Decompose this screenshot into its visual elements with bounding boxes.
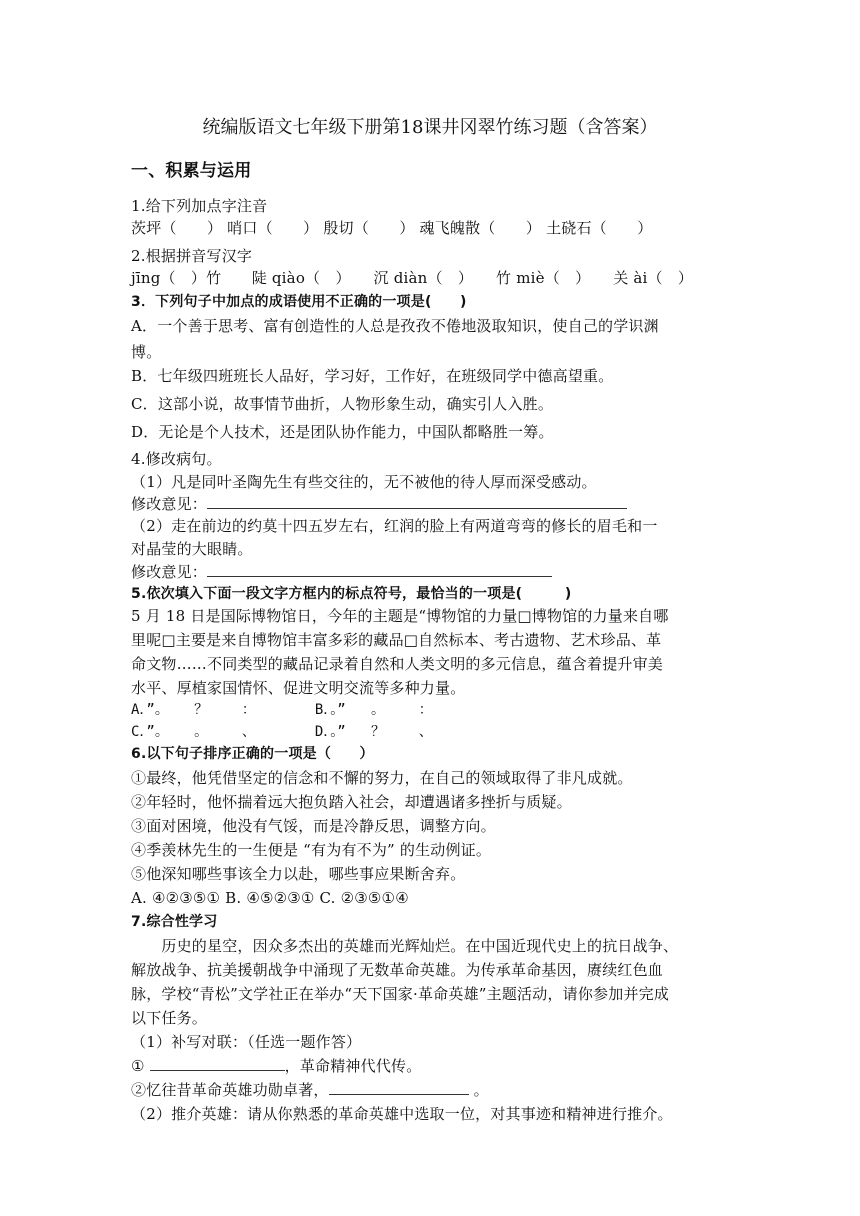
question-6-stem: 6.以下句子排序正确的一项是（ ） [131,746,374,762]
question-7-passage-line1: 历史的星空，因众多杰出的英雄而光辉灿烂。在中国近现代史上的抗日战争、 [131,937,679,955]
question-7-task-1: （1）补写对联：（任选一题作答） [131,1033,362,1051]
couplet-2-end: 。 [473,1081,489,1099]
question-3-option-a-line2: 博。 [131,343,162,361]
question-7-passage-line2: 解放战争、抗美援朝战争中涌现了无数革命英雄。为传承革命基因，赓续红色血 [131,961,664,979]
advice-label: 修改意见： [131,563,208,581]
couplet-1-blank[interactable] [150,1056,285,1071]
question-7-task-2: （2）推介英雄：请从你熟悉的革命英雄中选取一位，对其事迹和精神进行推介。 [131,1105,673,1123]
question-4-sentence-1: （1）凡是同叶圣陶先生有些交往的，无不被他的待人厚而深受感动。 [131,473,597,491]
question-7-passage-line3: 脉，学校“青松”文学社正在举办“天下国家·革命英雄”主题活动，请你参加并完成 [131,985,670,1003]
question-5-passage-line2: 里呢□主要是来自博物馆丰富多彩的藏品□自然标本、考古遗物、艺术珍品、革 [131,631,662,649]
question-4-advice-2 [131,562,552,582]
question-5-passage-line4: 水平、厚植家国情怀、促进文明交流等多种力量。 [131,679,466,697]
question-5-stem: 5.依次填入下面一段文字方框内的标点符号，最恰当的一项是( ) [131,586,572,602]
question-7-stem: 7.综合性学习 [131,914,218,930]
answer-blank[interactable] [207,562,552,577]
question-5-passage-line1: 5 月 18 日是国际博物馆日，今年的主题是“博物馆的力量□博物馆的力量来自哪 [131,607,669,625]
question-6-sentence-1: ①最终，他凭借坚定的信念和不懈的努力，在自己的领域取得了非凡成就。 [131,769,633,787]
question-2-stem: 2.根据拼音写汉字 [131,247,253,265]
question-4-sentence-2-line1: （2）走在前边的约莫十四五岁左右，红润的脸上有两道弯弯的修长的眉毛和一 [131,517,658,535]
question-1-stem: 1.给下列加点字注音 [131,197,268,215]
question-4-advice-1 [131,494,627,514]
question-5-options-ab: A．”。 ？ ： B．。” 。 ： [131,702,433,718]
question-3-option-d: D．无论是个人技术，还是团队协作能力，中国队都略胜一筹。 [131,423,554,441]
question-6-sentence-5: ⑤他深知哪些事该全力以赴，哪些事应果断舍弃。 [131,865,466,883]
section-heading: 一、积累与运用 [131,161,252,181]
question-3-option-c: C．这部小说，故事情节曲折，人物形象生动，确实引人入胜。 [131,395,554,413]
question-7-passage-line4: 以下任务。 [131,1009,208,1027]
question-2-items: jīng（ ）竹 陡 qiào（ ） 沉 diàn（ ） 竹 miè（ ） 关 ài（ ） [131,269,694,287]
question-3-stem: 3．下列句子中加点的成语使用不正确的一项是( ) [131,294,467,310]
question-4-sentence-2-line2: 对晶莹的大眼睛。 [131,540,253,558]
question-4-stem: 4.修改病句。 [131,450,222,468]
couplet-1-text: ，革命精神代代传。 [284,1057,422,1075]
question-6-sentence-3: ③面对困境，他没有气馁，而是冷静反思，调整方向。 [131,817,496,835]
couplet-1 [131,1056,421,1076]
question-3-option-b: B．七年级四班班长人品好，学习好，工作好，在班级同学中德高望重。 [131,367,614,385]
question-3-option-a-line1: A．一个善于思考、富有创造性的人总是孜孜不倦地汲取知识，使自己的学识渊 [131,317,659,335]
document-title: 统编版语文七年级下册第18课井冈翠竹练习题（含答案） [202,117,658,138]
couplet-2 [131,1080,489,1100]
couplet-2-blank[interactable] [329,1080,469,1095]
answer-blank[interactable] [207,494,627,509]
question-6-options: A. ④②③⑤① B. ④⑤②③① C. ②③⑤①④ [131,889,409,907]
question-1-items: 茨坪（ ） 哨口（ ） 殷切（ ） 魂飞魄散（ ） 土硗石（ ） [131,219,653,237]
question-5-passage-line3: 命文物……不同类型的藏品记录着自然和人类文明的多元信息，蕴含着提升审美 [131,655,664,673]
couplet-2-text: ②忆往昔革命英雄功勋卓著， [131,1081,329,1099]
couplet-1-number: ① [131,1057,145,1075]
question-5-options-cd: C．”。 。 、 D．。” ？ 、 [131,724,433,740]
question-6-sentence-4: ④季羡林先生的一生便是 “有为有不为” 的生动例证。 [131,841,492,859]
advice-label: 修改意见： [131,495,208,513]
question-6-sentence-2: ②年轻时，他怀揣着远大抱负踏入社会，却遭遇诸多挫折与质疑。 [131,793,572,811]
